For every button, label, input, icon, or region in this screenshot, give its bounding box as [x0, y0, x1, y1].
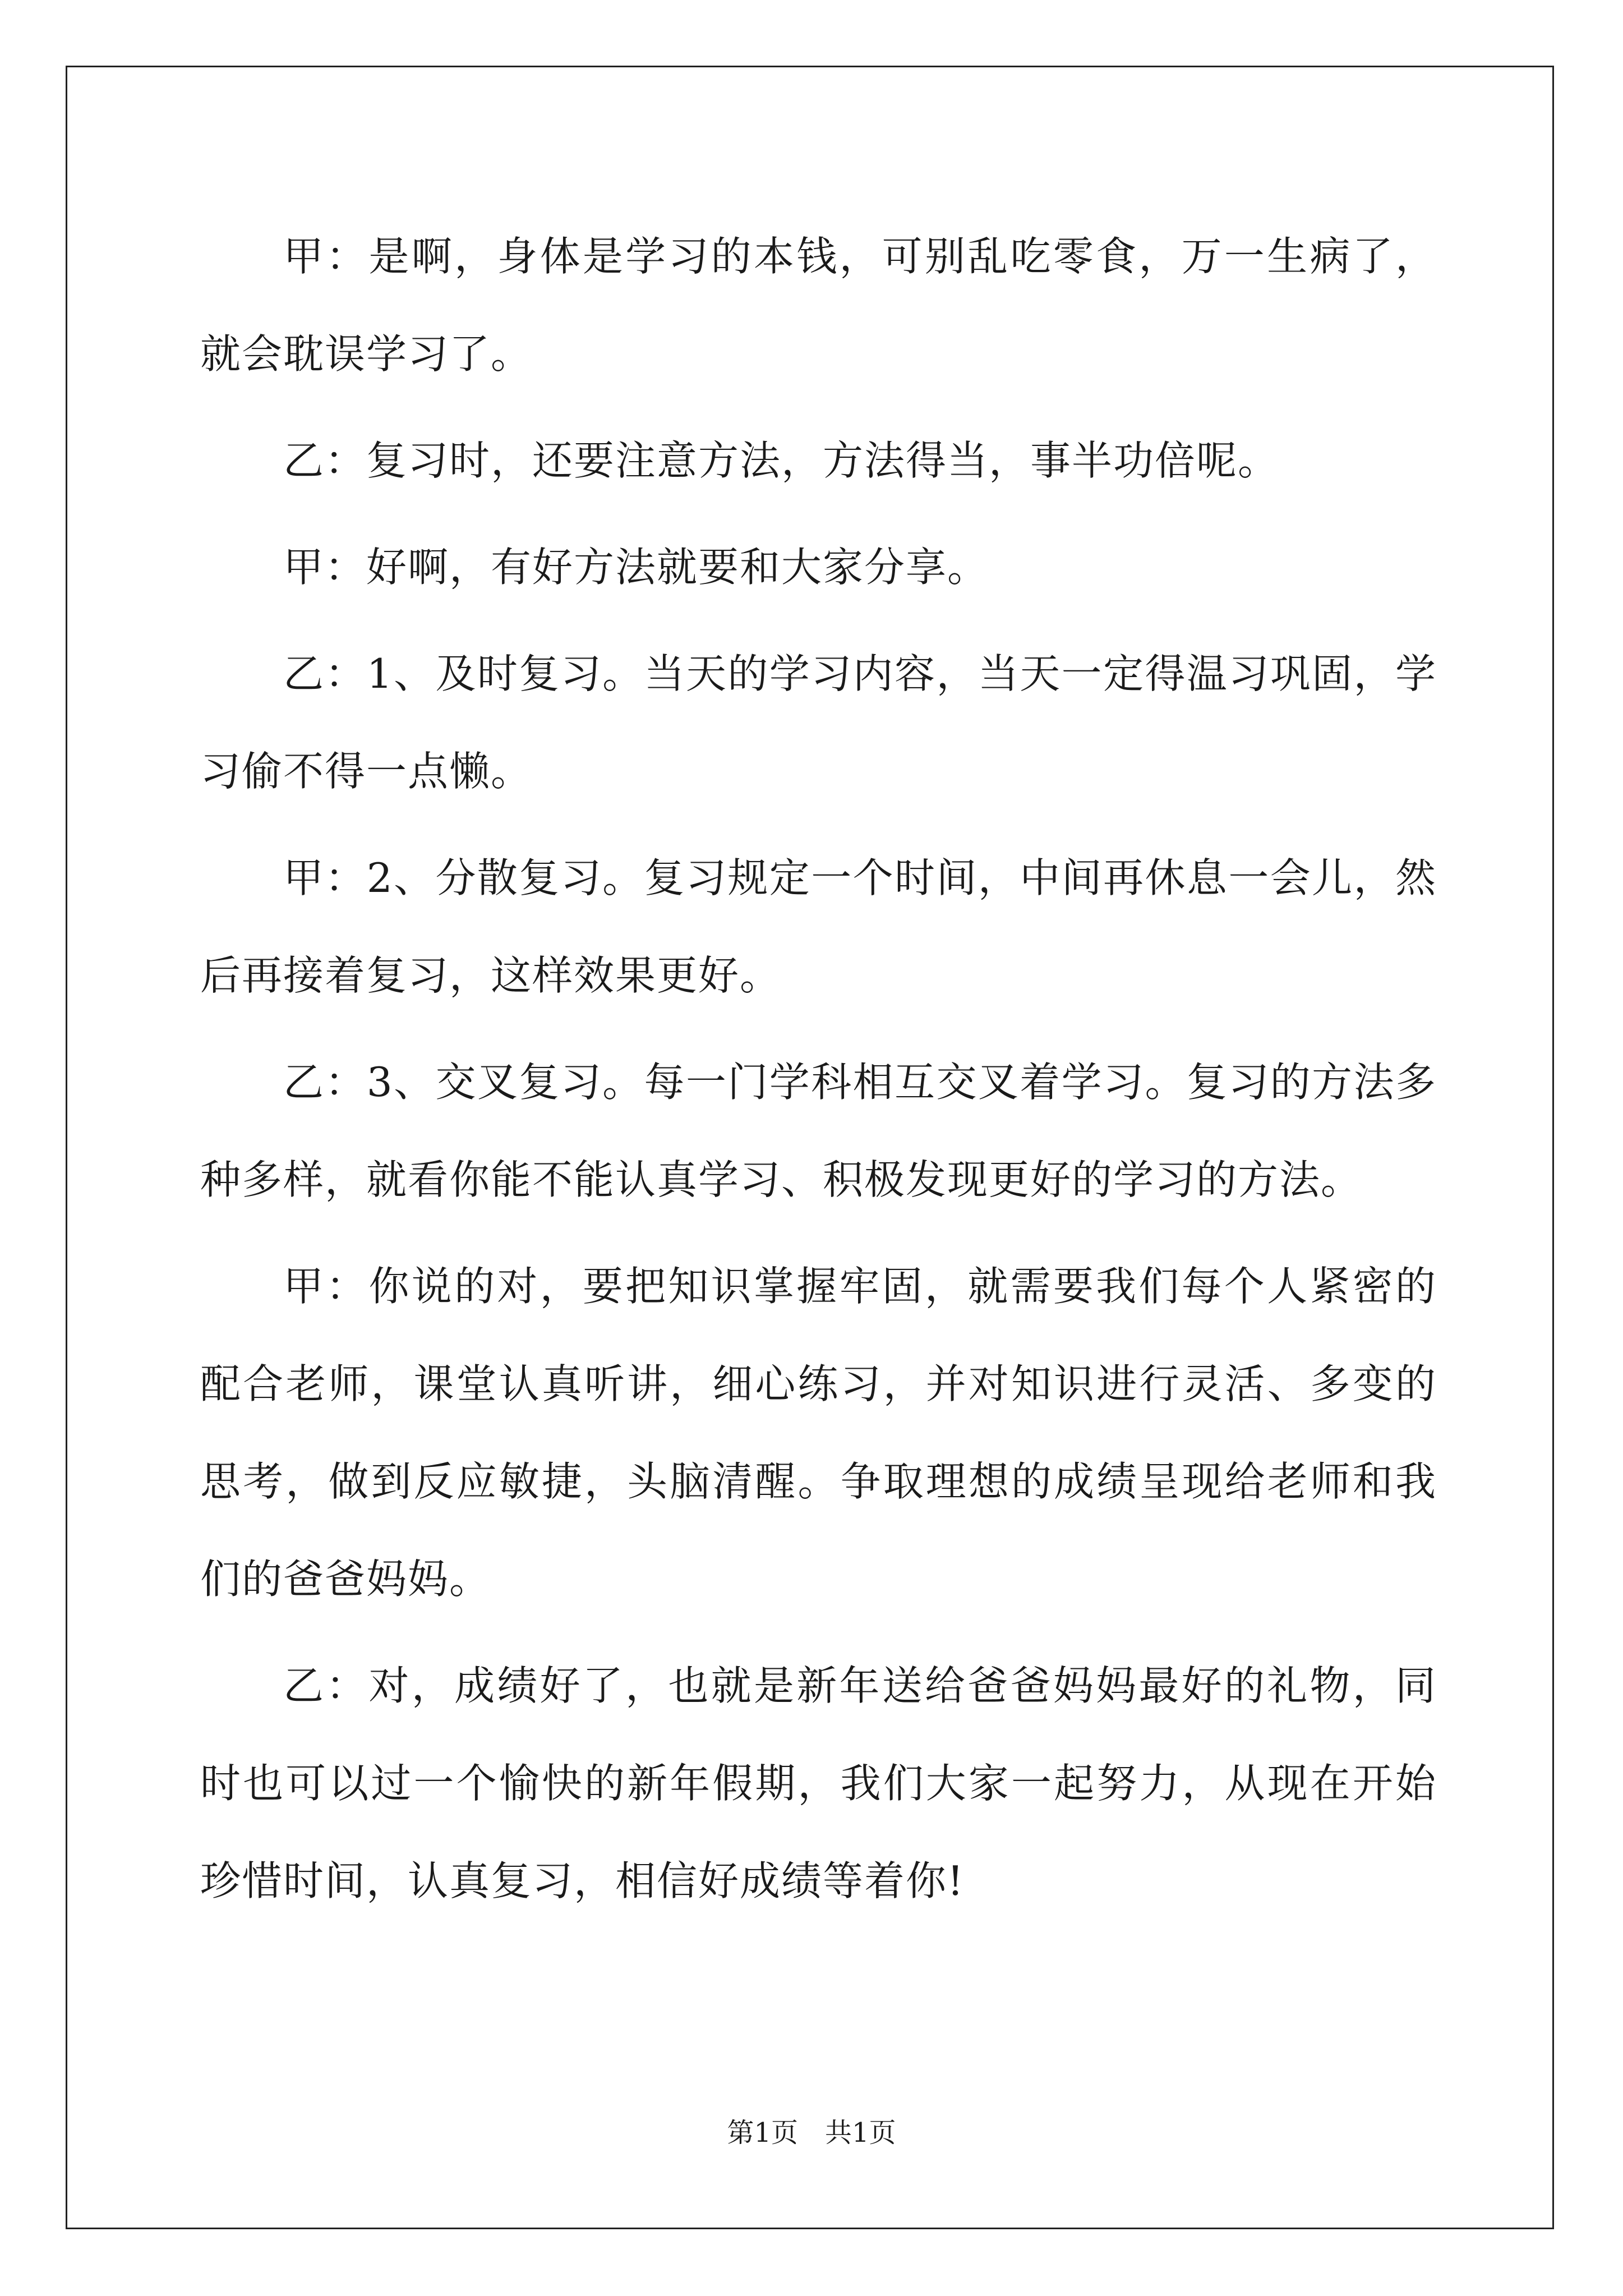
- document-body: [200, 208, 1437, 1939]
- page-total: 共1页: [825, 2117, 896, 2148]
- paragraph: 乙：1、及时复习。当天的学习内容，当天一定得温习巩固，学习偷不得一点懒。: [200, 650, 1437, 795]
- paragraph: 乙：对，成绩好了，也就是新年送给爸爸妈妈最好的礼物，同时也可以过一个愉快的新年假期，我们大家一起努力，从现在开始珍惜时间，认真复习，相信好成绩等着你!: [200, 1662, 1437, 1904]
- paragraph: 甲：2、分散复习。复习规定一个时间，中间再休息一会儿，然后再接着复习，这样效果更好。: [200, 854, 1437, 999]
- paragraph: 甲：你说的对，要把知识掌握牢固，就需要我们每个人紧密的配合老师，课堂认真听讲，细心练习，并对知识进行灵活、多变的思考，做到反应敏捷，头脑清醒。争取理想的成绩呈现给老师和我们的爸爸妈妈。: [200, 1263, 1437, 1603]
- paragraph: 乙：3、交叉复习。每一门学科相互交叉着学习。复习的方法多种多样，就看你能不能认真学习、积极发现更好的学习的方法。: [200, 1059, 1437, 1203]
- paragraph: 乙：复习时，还要注意方法，方法得当，事半功倍呢。: [283, 437, 1280, 484]
- paragraph: 甲：是啊，身体是学习的本钱，可别乱吃零食，万一生病了，就会耽误学习了。: [200, 233, 1437, 378]
- page-number: 第1页: [727, 2117, 798, 2148]
- page-footer: [0, 2116, 1623, 2150]
- paragraph: 甲：好啊，有好方法就要和大家分享。: [283, 544, 989, 591]
